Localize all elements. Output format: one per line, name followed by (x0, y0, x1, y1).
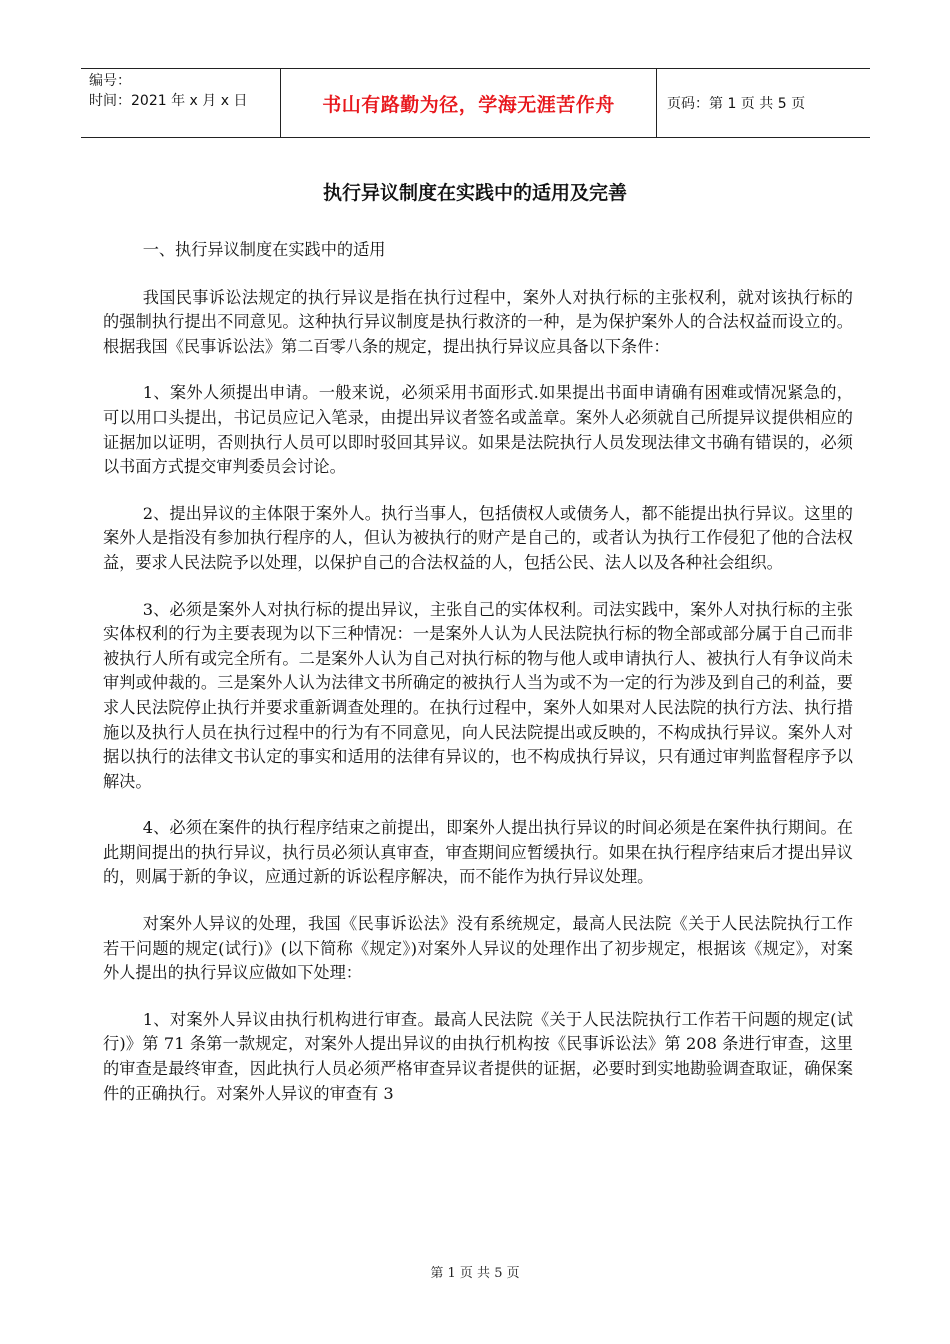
paragraph: 3、必须是案外人对执行标的提出异议，主张自己的实体权利。司法实践中，案外人对执行标的主张实体权利的行为主要表现为以下三种情况：一是案外人认为人民法院执行标的物全部或部分属于自己而非被执行人所有或完全所有。二是案外人认为自己对执行标的物与他人或申请执行人、被执行人有争议尚未审判或仲裁的。三是案外人认为法律文书所确定的被执行人当为或不为一定的行为涉及到自己的利益，要求人民法院停止执行并要求重新调查处理的。在执行过程中，案外人如果对人民法院的执行方法、执行措施以及执行人员在执行过程中的行为有不同意见，向人民法院提出或反映的，不构成执行异议。案外人对据以执行的法律文书认定的事实和适用的法律有异议的，也不构成执行异议，只有通过审判监督程序予以解决。 (103, 599, 853, 791)
time-label: 时间：2021 年 x 月 x 日 (89, 93, 248, 109)
page-info: 页码：第 1 页 共 5 页 (667, 96, 806, 112)
paragraph: 对案外人异议的处理，我国《民事诉讼法》没有系统规定，最高人民法院《关于人民法院执行工作若干问题的规定(试行)》(以下简称《规定》)对案外人异议的处理作出了初步规定，根据该《规定》，对案外人提出的执行异议应做如下处理： (103, 914, 853, 983)
document-title: 执行异议制度在实践中的适用及完善 (322, 182, 627, 204)
header-motto-cell (281, 69, 657, 137)
header-meta-cell (81, 69, 281, 137)
page-footer: 第 1 页 共 5 页 (430, 1266, 520, 1281)
header-page-cell (657, 69, 870, 137)
section-heading: 一、执行异议制度在实践中的适用 (142, 240, 386, 259)
paragraph: 我国民事诉讼法规定的执行异议是指在执行过程中，案外人对执行标的主张权利，就对该执行标的的强制执行提出不同意见。这种执行异议制度是执行救济的一种，是为保护案外人的合法权益而设立的。根据我国《民事诉讼法》第二百零八条的规定，提出执行异议应具备以下条件： (103, 287, 853, 356)
document-body (103, 238, 853, 1128)
number-label: 编号： (89, 73, 131, 89)
paragraph: 1、对案外人异议由执行机构进行审查。最高人民法院《关于人民法院执行工作若干问题的规定(试行)》第 71 条第一款规定，对案外人提出异议的由执行机构按《民事诉讼法》第 208 条进行审查，这里的审查是最终审查，因此执行人员必须严格审查异议者提供的证据，必要时到实地勘验调查取证，确保案件的正确执行。对案外人异议的审查有 3 (103, 1009, 853, 1103)
document-header (81, 68, 870, 138)
paragraph: 2、提出异议的主体限于案外人。执行当事人，包括债权人或债务人，都不能提出执行异议。这里的案外人是指没有参加执行程序的人，但认为被执行的财产是自己的，或者认为执行工作侵犯了他的合法权益，要求人民法院予以处理，以保护自己的合法权益的人，包括公民、法人以及各种社会组织。 (103, 503, 853, 572)
motto-text: 书山有路勤为径，学海无涯苦作舟 (322, 93, 615, 116)
paragraph: 1、案外人须提出申请。一般来说，必须采用书面形式.如果提出书面申请确有困难或情况紧急的，可以用口头提出，书记员应记入笔录，由提出异议者签名或盖章。案外人必须就自己所提异议提供相应的证据加以证明，否则执行人员可以即时驳回其异议。如果是法院执行人员发现法律文书确有错误的，必须以书面方式提交审判委员会讨论。 (103, 383, 853, 477)
paragraph: 4、必须在案件的执行程序结束之前提出，即案外人提出执行异议的时间必须是在案件执行期间。在此期间提出的执行异议，执行员必须认真审查，审查期间应暂缓执行。如果在执行程序结束后才提出异议的，则属于新的争议，应通过新的诉讼程序解决，而不能作为执行异议处理。 (103, 818, 853, 887)
